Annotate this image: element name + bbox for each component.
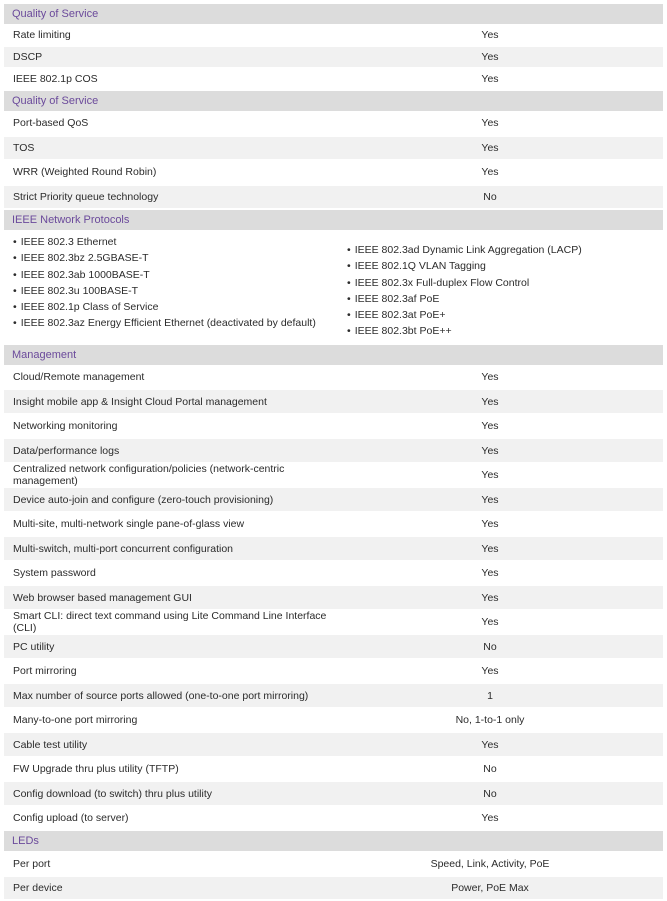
table-row [4, 137, 663, 162]
table-row [4, 635, 663, 660]
section-header-qos: Quality of Service [4, 4, 663, 25]
feature-value: Yes [481, 141, 499, 154]
feature-label: Data/performance logs [13, 444, 120, 457]
protocol-column-left [4, 234, 341, 340]
table-row [4, 877, 663, 901]
table-row [4, 586, 663, 611]
feature-label: DSCP [13, 51, 43, 63]
feature-value: Yes [481, 117, 499, 130]
feature-value: Yes [481, 567, 499, 580]
table-row [4, 112, 663, 137]
feature-label: Strict Priority queue technology [13, 190, 159, 203]
protocol-item: • IEEE 802.3ad Dynamic Link Aggregation (LACP) [347, 242, 663, 258]
feature-value: No [483, 787, 497, 800]
qos-table [4, 25, 663, 91]
feature-value: Speed, Link, Activity, PoE [430, 857, 550, 870]
table-row [4, 807, 663, 832]
table-row [4, 660, 663, 685]
feature-value: Yes [481, 665, 499, 678]
section-header-management: Management [4, 345, 663, 366]
protocol-item: • IEEE 802.3x Full-duplex Flow Control [347, 275, 663, 291]
spec-sheet [4, 4, 663, 901]
feature-label: TOS [13, 141, 35, 154]
feature-label: Per port [13, 857, 51, 870]
table-row [4, 562, 663, 587]
table-row [4, 513, 663, 538]
protocol-item: • IEEE 802.1Q VLAN Tagging [347, 258, 663, 274]
feature-value: Yes [481, 518, 499, 531]
feature-value: Yes [481, 29, 499, 41]
table-row [4, 684, 663, 709]
feature-label: IEEE 802.1p COS [13, 73, 98, 85]
table-row [4, 464, 663, 489]
protocol-item: • IEEE 802.3az Energy Efficient Ethernet (deactivated by default) [13, 315, 341, 331]
leds-table [4, 852, 663, 901]
table-row [4, 69, 663, 91]
section-header-ieee-protocols: IEEE Network Protocols [4, 210, 663, 231]
feature-label: PC utility [13, 640, 55, 653]
section-header-leds: LEDs [4, 831, 663, 852]
feature-value: No, 1-to-1 only [455, 714, 525, 727]
feature-label: Port-based QoS [13, 117, 89, 130]
feature-value: Yes [481, 444, 499, 457]
feature-label: Many-to-one port mirroring [13, 714, 138, 727]
protocol-item: • IEEE 802.1p Class of Service [13, 299, 341, 315]
feature-value: Power, PoE Max [451, 882, 529, 895]
table-row [4, 782, 663, 807]
table-row [4, 852, 663, 877]
table-row [4, 186, 663, 211]
feature-label: Cloud/Remote management [13, 371, 145, 384]
feature-label: Centralized network configuration/policies (network-centric management) [13, 463, 285, 488]
feature-label: Multi-switch, multi-port concurrent configuration [13, 542, 233, 555]
table-row [4, 415, 663, 440]
management-table [4, 366, 663, 832]
feature-value: Yes [481, 812, 499, 825]
qos-table [4, 112, 663, 210]
feature-value: No [483, 640, 497, 653]
section-header-qos: Quality of Service [4, 91, 663, 112]
table-row [4, 488, 663, 513]
protocol-item: • IEEE 802.3bz 2.5GBASE-T [13, 250, 341, 266]
feature-label: FW Upgrade thru plus utility (TFTP) [13, 763, 179, 776]
table-row [4, 537, 663, 562]
table-row [4, 366, 663, 391]
feature-value: 1 [487, 689, 493, 702]
feature-value: Yes [481, 371, 499, 384]
protocol-item: • IEEE 802.3u 100BASE-T [13, 283, 341, 299]
table-row [4, 439, 663, 464]
feature-label: Device auto-join and configure (zero-touch provisioning) [13, 493, 274, 506]
feature-value: Yes [481, 469, 499, 482]
feature-label: WRR (Weighted Round Robin) [13, 166, 157, 179]
feature-label: Per device [13, 882, 63, 895]
feature-value: Yes [481, 395, 499, 408]
protocol-item: • IEEE 802.3af PoE [347, 291, 663, 307]
table-row [4, 709, 663, 734]
feature-value: No [483, 763, 497, 776]
feature-value: Yes [481, 738, 499, 751]
feature-value: Yes [481, 73, 499, 85]
table-row [4, 25, 663, 47]
feature-label: Config download (to switch) thru plus utility [13, 787, 213, 800]
feature-label: Insight mobile app & Insight Cloud Portal management [13, 395, 267, 408]
feature-label: System password [13, 567, 96, 580]
feature-value: Yes [481, 616, 499, 629]
feature-value: Yes [481, 493, 499, 506]
feature-label: Web browser based management GUI [13, 591, 192, 604]
feature-label: Smart CLI: direct text command using Lite Command Line Interface (CLI) [13, 610, 327, 635]
ieee-protocol-list [4, 231, 663, 345]
feature-label: Config upload (to server) [13, 812, 129, 825]
feature-value: Yes [481, 542, 499, 555]
feature-value: Yes [481, 420, 499, 433]
feature-label: Cable test utility [13, 738, 88, 751]
feature-value: No [483, 190, 497, 203]
table-row [4, 611, 663, 636]
table-row [4, 390, 663, 415]
feature-label: Port mirroring [13, 665, 77, 678]
feature-value: Yes [481, 51, 499, 63]
table-row [4, 733, 663, 758]
feature-label: Max number of source ports allowed (one-to-one port mirroring) [13, 689, 309, 702]
feature-label: Networking monitoring [13, 420, 118, 433]
table-row [4, 758, 663, 783]
table-row [4, 47, 663, 69]
protocol-column-right [341, 234, 663, 340]
protocol-item: • IEEE 802.3 Ethernet [13, 234, 341, 250]
feature-value: Yes [481, 166, 499, 179]
protocol-item: • IEEE 802.3at PoE+ [347, 307, 663, 323]
feature-label: Rate limiting [13, 29, 71, 41]
table-row [4, 161, 663, 186]
protocol-item: • IEEE 802.3ab 1000BASE-T [13, 267, 341, 283]
feature-value: Yes [481, 591, 499, 604]
protocol-item: • IEEE 802.3bt PoE++ [347, 323, 663, 339]
feature-label: Multi-site, multi-network single pane-of-glass view [13, 518, 245, 531]
